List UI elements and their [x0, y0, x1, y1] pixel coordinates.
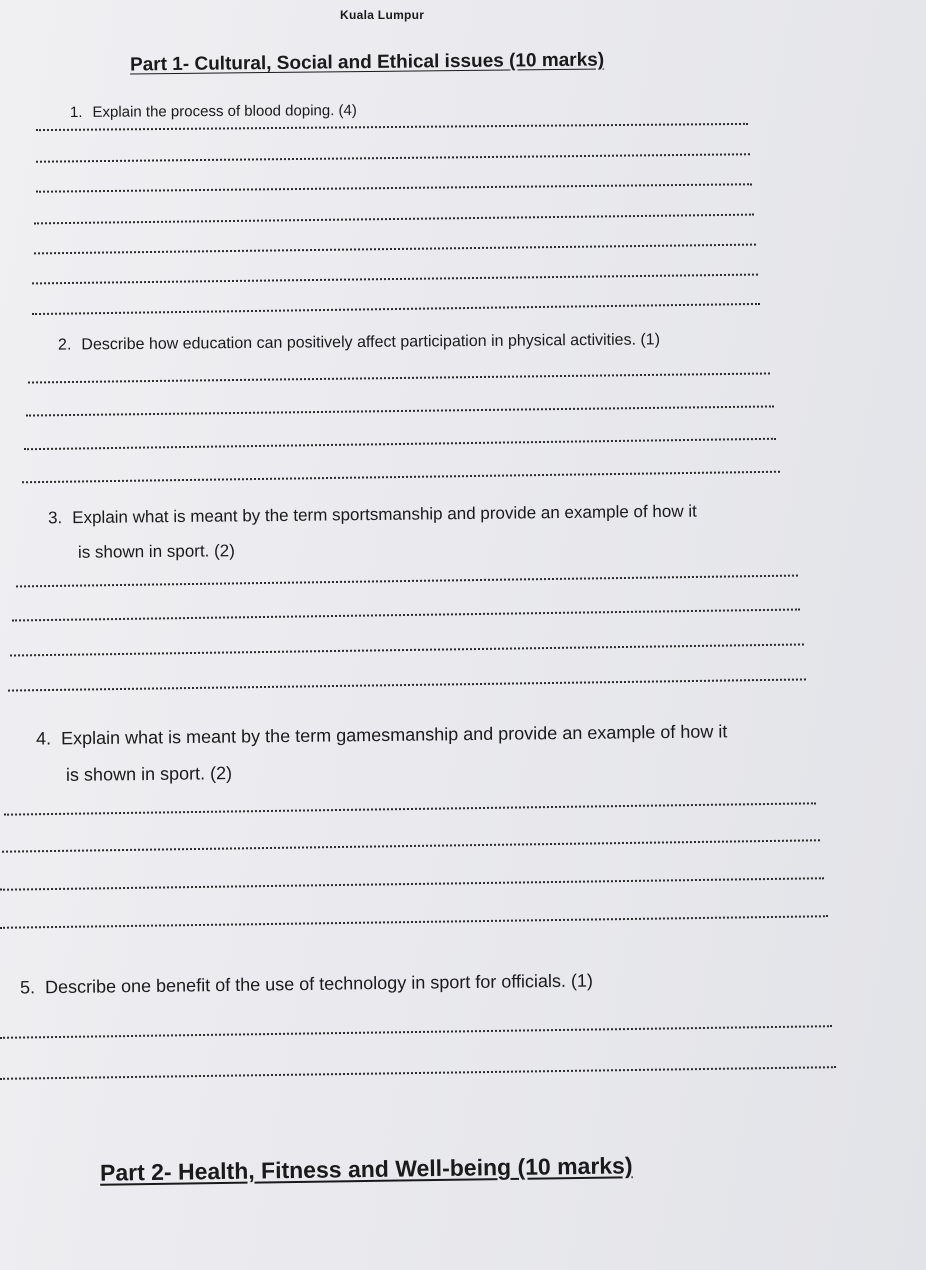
answer-line[interactable] — [16, 575, 798, 588]
question-1 — [70, 102, 357, 121]
answer-line[interactable] — [0, 877, 824, 891]
answer-line[interactable] — [36, 183, 752, 192]
question-5-text: Describe one benefit of the use of technology in sport for officials. (1) — [44, 970, 594, 998]
answer-line[interactable] — [4, 802, 816, 815]
answer-line[interactable] — [0, 915, 828, 929]
part2-title: Part 2- Health, Fitness and Well-being (10 marks) — [99, 1152, 633, 1186]
answer-line[interactable] — [24, 438, 776, 450]
answer-line[interactable] — [0, 1066, 836, 1080]
question-1-number: 1. — [69, 103, 83, 122]
answer-line[interactable] — [12, 608, 800, 621]
question-5-number: 5. — [19, 977, 36, 998]
answer-line[interactable] — [36, 153, 750, 162]
answer-line[interactable] — [22, 471, 780, 484]
answer-line[interactable] — [32, 303, 760, 315]
question-4-number: 4. — [35, 728, 52, 749]
question-3-continuation: is shown in sport. (2) — [77, 541, 235, 562]
question-2 — [58, 331, 660, 354]
question-3-number: 3. — [47, 508, 63, 528]
school-location: Kuala Lumpur — [340, 8, 425, 22]
question-2-text: Describe how education can positively affect participation in physical activities. (1) — [81, 331, 661, 354]
question-4 — [36, 721, 728, 749]
answer-line[interactable] — [32, 274, 758, 285]
answer-line[interactable] — [34, 244, 756, 255]
question-3 — [48, 502, 697, 529]
answer-line[interactable] — [36, 123, 748, 131]
question-3-text: Explain what is meant by the term sportsmanship and provide an example of how it — [72, 501, 697, 528]
answer-line[interactable] — [10, 643, 804, 656]
question-5 — [20, 971, 593, 999]
answer-line[interactable] — [28, 372, 770, 383]
question-1-text: Explain the process of blood doping. (4) — [92, 101, 357, 121]
answer-line[interactable] — [26, 405, 774, 416]
question-4-text: Explain what is meant by the term gamesmanship and provide an example of how it — [60, 721, 728, 749]
part1-title: Part 1- Cultural, Social and Ethical issues (10 marks) — [129, 49, 605, 76]
answer-line[interactable] — [0, 1025, 832, 1039]
answer-line[interactable] — [34, 214, 754, 225]
answer-line[interactable] — [2, 839, 820, 852]
answer-line[interactable] — [8, 678, 806, 691]
question-2-number: 2. — [57, 336, 72, 354]
question-4-continuation: is shown in sport. (2) — [65, 763, 233, 785]
